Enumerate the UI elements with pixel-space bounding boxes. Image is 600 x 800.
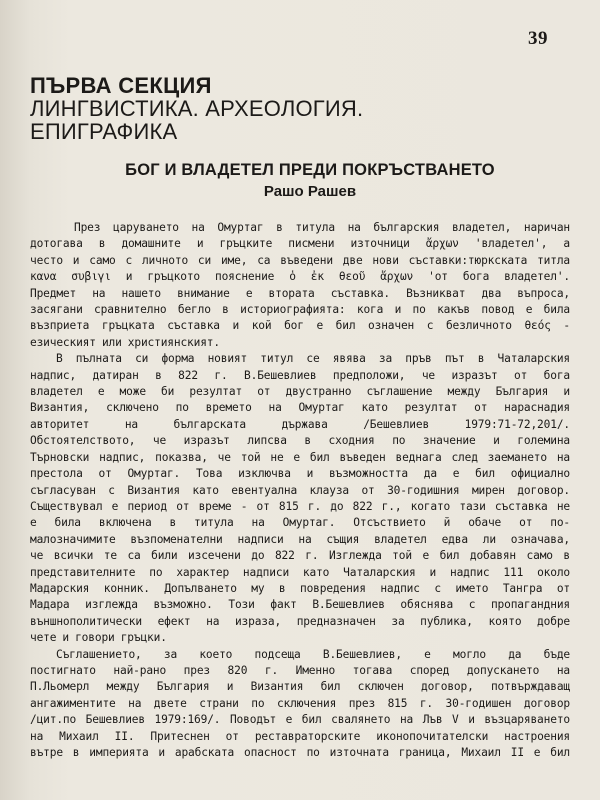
text-line: Търновски надпис, показва, че той не е бил въведен веднага след заемането на: [30, 450, 570, 464]
section-subtitle-line-2: ЕПИГРАФИКА: [30, 119, 178, 144]
text-line: че всички те са били изсечени до 822 г. Изглежда той е бил добавян само в: [30, 549, 570, 563]
text-line: засягани сравнително бегло в историографията: кога и по какъв повод е била: [30, 303, 570, 317]
text-line: Обстоятелството, че изразът липсва в сходния по значение и големина: [30, 434, 570, 448]
text-line: малозначимите възпоменателни надписи на същия владетел едва ли означава,: [30, 532, 570, 546]
text-line: Мадара изглежда възможно. Този факт В.Бешевлиев обяснява с пропагандния: [30, 598, 570, 612]
paragraph-2: [30, 351, 570, 646]
text-line: κανα συβιγι и гръцкото пояснение ὁ ἐκ θεοῦ ἄρχων 'от бога владетел'.: [30, 270, 570, 284]
page-number: 39: [528, 28, 548, 49]
article-author: Рашо Рашев: [263, 183, 357, 200]
text-line: Съществувал е период от време - от 815 г. до 822 г., когато тази съставка не: [30, 499, 570, 513]
article-body: [30, 220, 570, 761]
text-line: често и само с личното си име, са въведени две нови съставки:тюркската титла: [30, 253, 570, 267]
text-line: престола от Омуртаг. Това изключва и възможността да е бил официално: [30, 467, 570, 481]
text-line: възприета гръцката съставка и кой бог е бил означен с безличното θεός -: [30, 319, 570, 333]
text-line: В пълната си форма новият титул се явява за пръв път в Чаталарския: [56, 352, 570, 366]
text-line: ангажиментите на двете страни по сключения през 815 г. 30-годишен договор: [30, 696, 570, 710]
text-line: постигнато най-рано през 820 г. Именно тогава според допускането на: [30, 663, 570, 677]
section-heading: [30, 74, 560, 143]
text-line: съгласуван с Византия като евентуална клауза от 30-годишния мирен договор.: [30, 483, 570, 497]
text-line: През царуването на Омуртаг в титула на българския владетел, наричан: [74, 221, 570, 234]
text-line: надпис, датиран в 822 г. В.Бешевлиев предположи, че изразът от бога: [30, 368, 570, 382]
text-line: езическият или християнският.: [30, 335, 220, 349]
text-line: вътре в империята и арабската опасност по източната граница, Михаил II е бил: [30, 746, 570, 759]
text-line: дотогава в домашните и гръцките писмени източници ἄρχων 'владетел', а: [30, 237, 570, 251]
text-line: владетел е може би резултат от двустранно съглашение между България и: [30, 385, 570, 399]
text-line: Предмет на нашето внимание е втората съставка. Възникват два въпроса,: [30, 286, 570, 300]
text-line: е била включена в титула на Омуртаг. Отсъствието й обаче от по-: [30, 516, 570, 530]
paragraph-3: [30, 647, 570, 762]
article-title: БОГ И ВЛАДЕТЕЛ ПРЕДИ ПОКРЪСТВАНЕТО: [125, 161, 495, 179]
text-line: външнополитически ефект на израза, предназначен за публика, която добре: [30, 614, 570, 628]
text-line: представителните по характер надписи като Чаталарския и надпис 111 около: [30, 565, 570, 579]
text-line: Византия, сключено по времето на Омуртаг като резултат от нараснадия: [30, 401, 570, 415]
text-line: авторитет на българската държава /Бешевлиев 1979:71-72,201/.: [30, 417, 570, 431]
text-line: чете и говори гръцки.: [30, 631, 167, 645]
text-line: Съглашението, за което подсеща В.Бешевлиев, е могло да бъде: [56, 647, 570, 661]
section-subtitle-line-1: ЛИНГВИСТИКА. АРХЕОЛОГИЯ.: [30, 96, 364, 121]
section-title: ПЪРВА СЕКЦИЯ: [30, 73, 212, 98]
paragraph-1: [30, 220, 570, 351]
text-line: Мадарския конник. Допълването му в повредения надпис с името Тангра от: [30, 581, 570, 595]
text-line: на Михаил II. Притеснен от реставраторските иконопочитателски настроения: [30, 729, 570, 743]
text-line: /цит.по Бешевлиев 1979:169/. Поводът е бил свалянето на Лъв V и възцаряването: [30, 713, 570, 727]
text-line: П.Льомерл между България и Византия бил сключен договор, потвърждаващ: [30, 680, 570, 694]
